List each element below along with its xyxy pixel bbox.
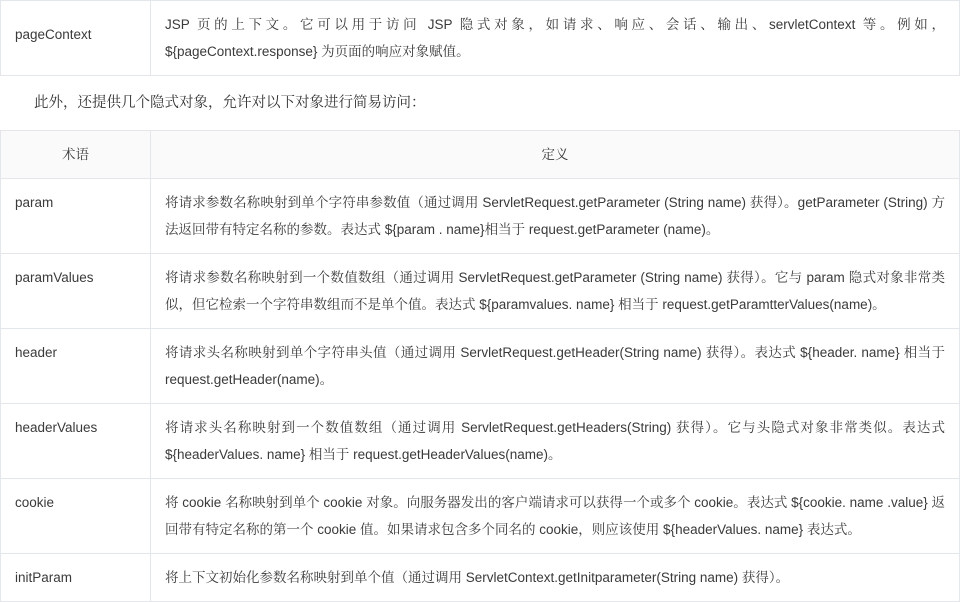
implicit-objects-table-body — [1, 179, 960, 602]
definition-cell: 将请求头名称映射到单个字符串头值（通过调用 ServletRequest.getHeader(String name) 获得）。表达式 ${header. name} 相当于 request.getHeader(name)。 — [151, 329, 960, 404]
column-header-term: 术语 — [1, 131, 151, 179]
term-cell: initParam — [1, 554, 151, 602]
table-row — [1, 254, 960, 329]
definition-cell: 将上下文初始化参数名称映射到单个值（通过调用 ServletContext.getInitparameter(String name) 获得）。 — [151, 554, 960, 602]
table-header-row — [1, 131, 960, 179]
table-row — [1, 404, 960, 479]
term-cell: cookie — [1, 479, 151, 554]
definition-cell: JSP 页的上下文。它可以用于访问 JSP 隐式对象，如请求、响应、会话、输出、servletContext 等。例如，${pageContext.response} 为页面的响应对象赋值。 — [151, 1, 960, 76]
term-cell: headerValues — [1, 404, 151, 479]
implicit-objects-table-head — [1, 131, 960, 179]
definition-cell: 将请求参数名称映射到单个字符串参数值（通过调用 ServletRequest.getParameter (String name) 获得）。getParameter (String) 方法返回带有特定名称的参数。表达式 ${param . name}相当于 request.getParameter (name)。 — [151, 179, 960, 254]
page-context-table — [0, 0, 960, 76]
definition-cell: 将请求参数名称映射到一个数值数组（通过调用 ServletRequest.getParameter (String name) 获得）。它与 param 隐式对象非常类似，但它检索一个字符串数组而不是单个值。表达式 ${paramvalues. name} 相当于 request.getParamtterValues(name)。 — [151, 254, 960, 329]
table-row — [1, 479, 960, 554]
table-row — [1, 554, 960, 602]
term-cell: paramValues — [1, 254, 151, 329]
intro-paragraph: 此外，还提供几个隐式对象，允许对以下对象进行简易访问： — [34, 95, 426, 111]
definition-cell: 将 cookie 名称映射到单个 cookie 对象。向服务器发出的客户端请求可以获得一个或多个 cookie。表达式 ${cookie. name .value} 返回带有特定名称的第一个 cookie 值。如果请求包含多个同名的 cookie，则应该使用 ${headerValues. name} 表达式。 — [151, 479, 960, 554]
table-row — [1, 329, 960, 404]
table-row — [1, 179, 960, 254]
definition-cell: 将请求头名称映射到一个数值数组（通过调用 ServletRequest.getHeaders(String) 获得）。它与头隐式对象非常类似。表达式 ${headerValues. name} 相当于 request.getHeaderValues(name)。 — [151, 404, 960, 479]
term-cell: pageContext — [1, 1, 151, 76]
table-row — [1, 1, 960, 76]
term-cell: param — [1, 179, 151, 254]
page-context-table-body — [1, 1, 960, 76]
column-header-definition: 定义 — [151, 131, 960, 179]
implicit-objects-table — [0, 130, 960, 602]
term-cell: header — [1, 329, 151, 404]
